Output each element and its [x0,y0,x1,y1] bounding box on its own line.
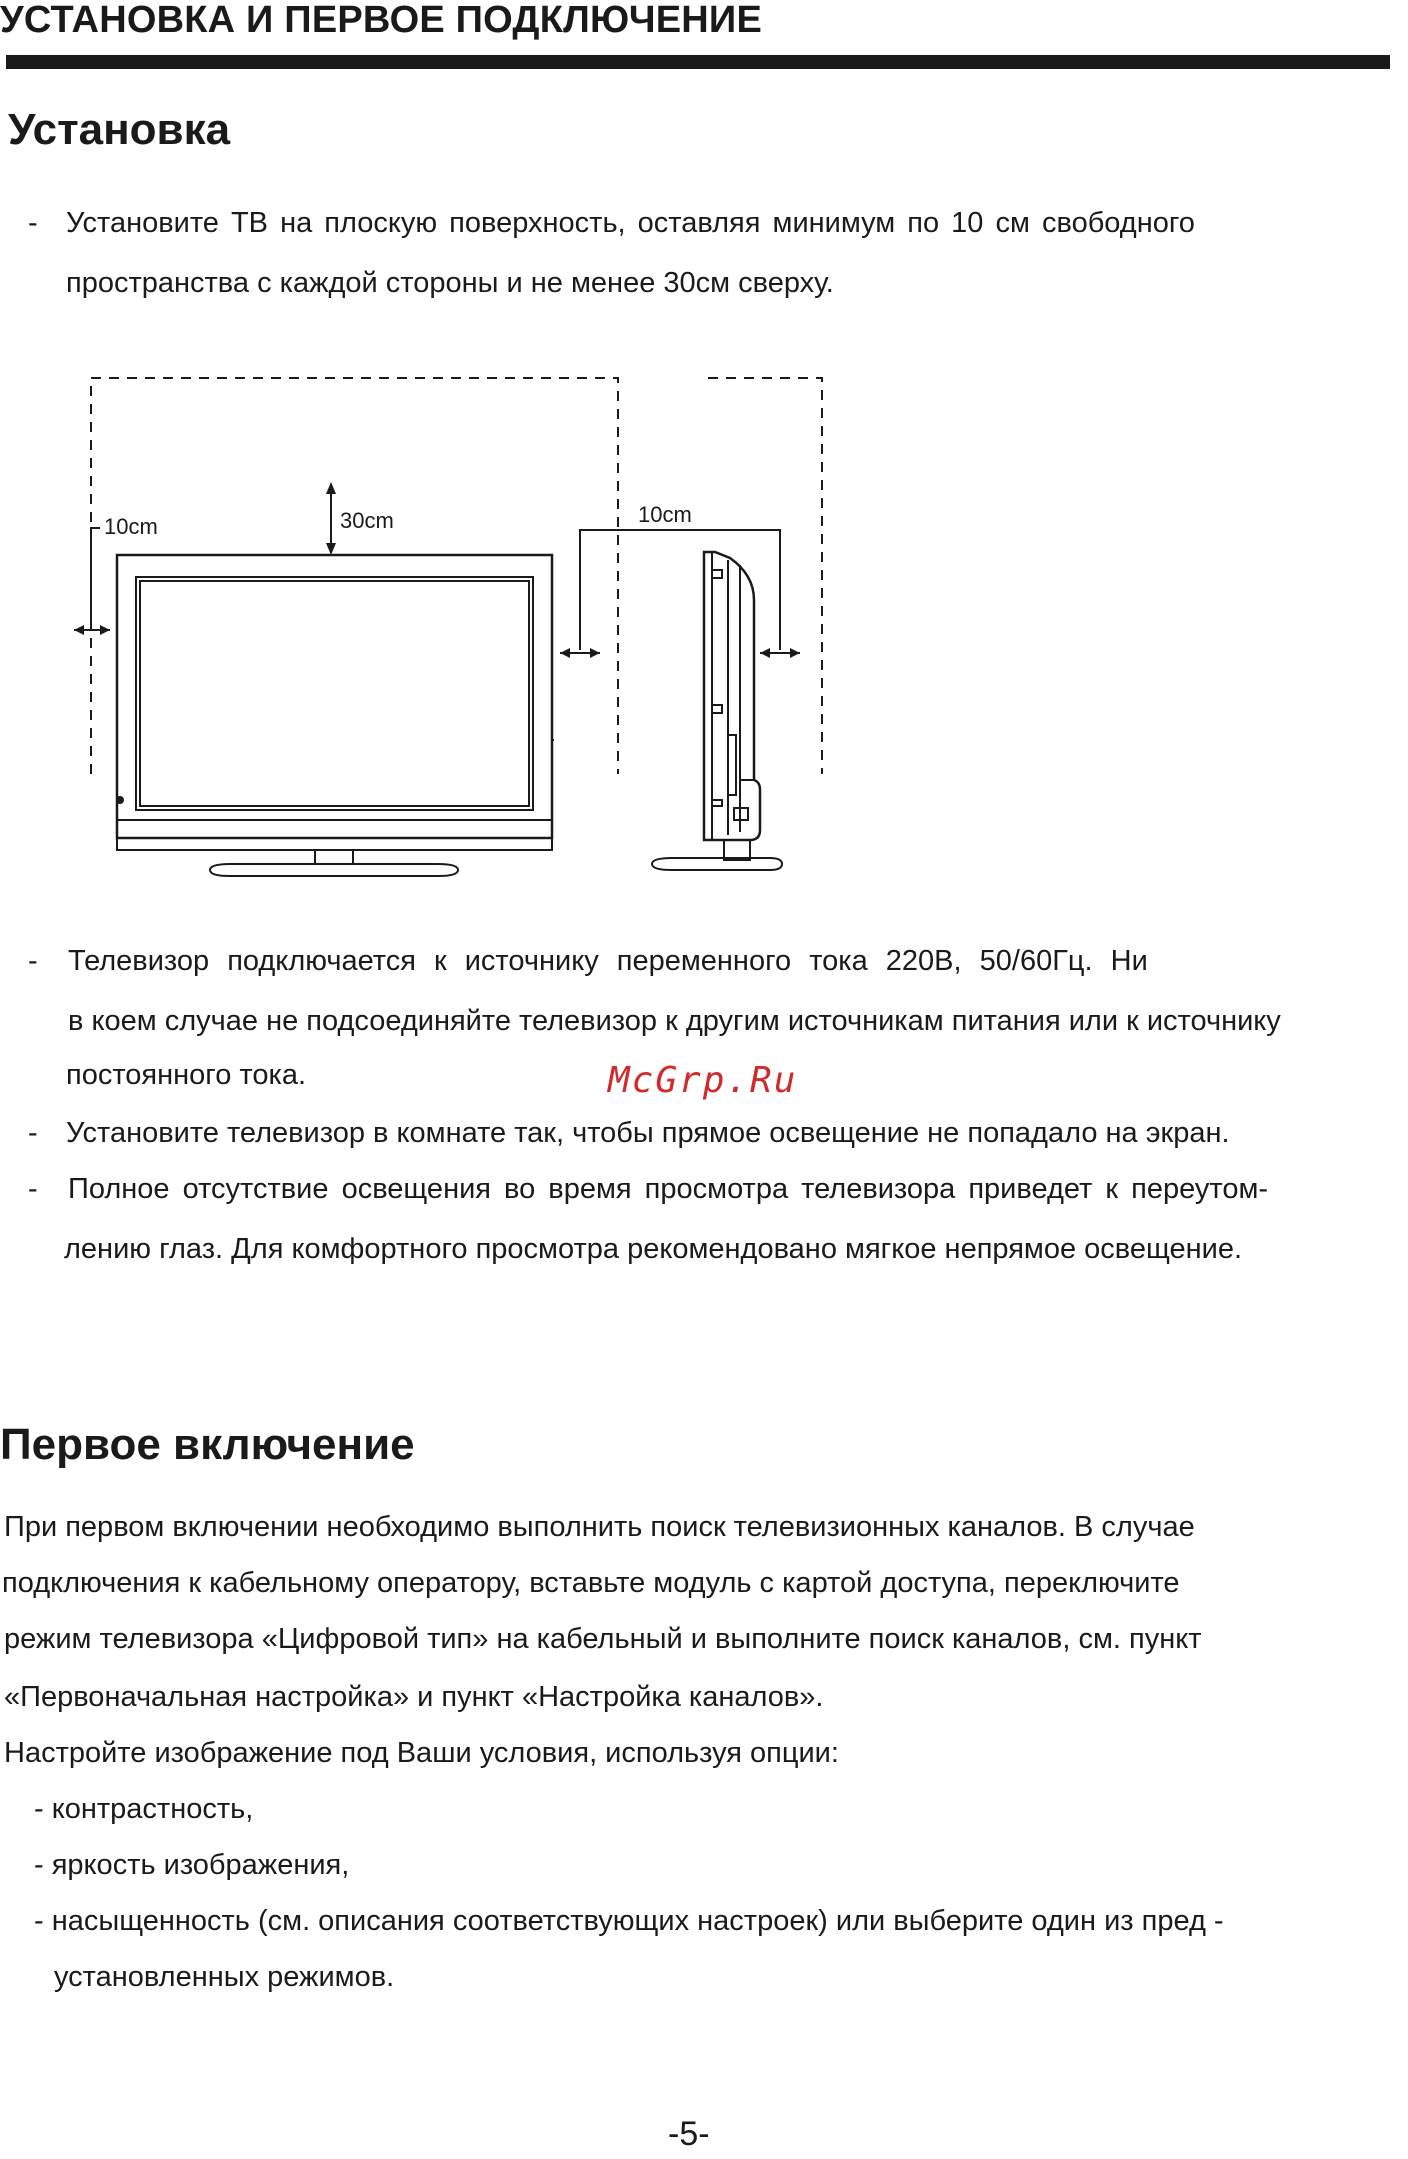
section-title-first-power-on: Первое включение [0,1420,415,1469]
bullet-dash: - [28,1117,38,1149]
list-item: - контрастность, [34,1793,254,1825]
list-item: установленных режимов. [54,1961,395,1993]
left-clearance-label: 10cm [104,514,158,539]
tv-stand [315,850,353,864]
side-clearance-label: 10cm [638,502,692,527]
side-clearance-outline [708,378,822,774]
list-item: - яркость изображения, [34,1849,350,1881]
text-line: Настройте изображение под Ваши условия, используя опции: [4,1737,839,1769]
text-line: постоянного тока. [66,1059,307,1091]
bullet-dash: - [28,945,38,977]
text-line: При первом включении необходимо выполнить поиск телевизионных каналов. В случае [4,1511,1195,1543]
list-item: - насыщенность (см. описания соответствующих настроек) или выберите один из пред - [34,1905,1224,1937]
section-title-installation: Установка [8,105,231,154]
text-line: Установите ТВ на плоскую поверхность, оставляя минимум по 10 см свободного [66,207,1195,239]
bullet-dash: - [28,1173,38,1205]
title-divider [6,55,1390,69]
tv-clearance-diagram [60,370,840,890]
text-line: «Первоначальная настройка» и пункт «Настройка каналов». [4,1681,824,1713]
text-line: пространства с каждой стороны и не менее 30см сверху. [66,267,834,299]
text-line: подключения к кабельному оператору, вставьте модуль с картой доступа, переключите [2,1567,1180,1599]
text-line: Телевизор подключается к источнику переменного тока 220В, 50/60Гц. Ни [68,945,1148,977]
watermark: McGrp.Ru [608,1060,798,1101]
text-line: Полное отсутствие освещения во время просмотра телевизора приведет к переутом- [68,1173,1269,1205]
tv-front-frame [117,555,552,838]
text-line: Установите телевизор в комнате так, чтобы прямое освещение не попадало на экран. [66,1117,1230,1149]
bullet-dash: - [28,207,38,239]
text-line: режим телевизора «Цифровой тип» на кабельный и выполните поиск каналов, см. пункт [4,1623,1202,1655]
top-clearance-label: 30cm [340,508,394,533]
page-number: -5- [668,2115,710,2153]
text-line: лению глаз. Для комфортного просмотра рекомендовано мягкое непрямое освещение. [64,1233,1243,1265]
page-title: УСТАНОВКА И ПЕРВОЕ ПОДКЛЮЧЕНИЕ [0,0,762,41]
text-line: в коем случае не подсоединяйте телевизор к другим источникам питания или к источнику [68,1005,1281,1037]
